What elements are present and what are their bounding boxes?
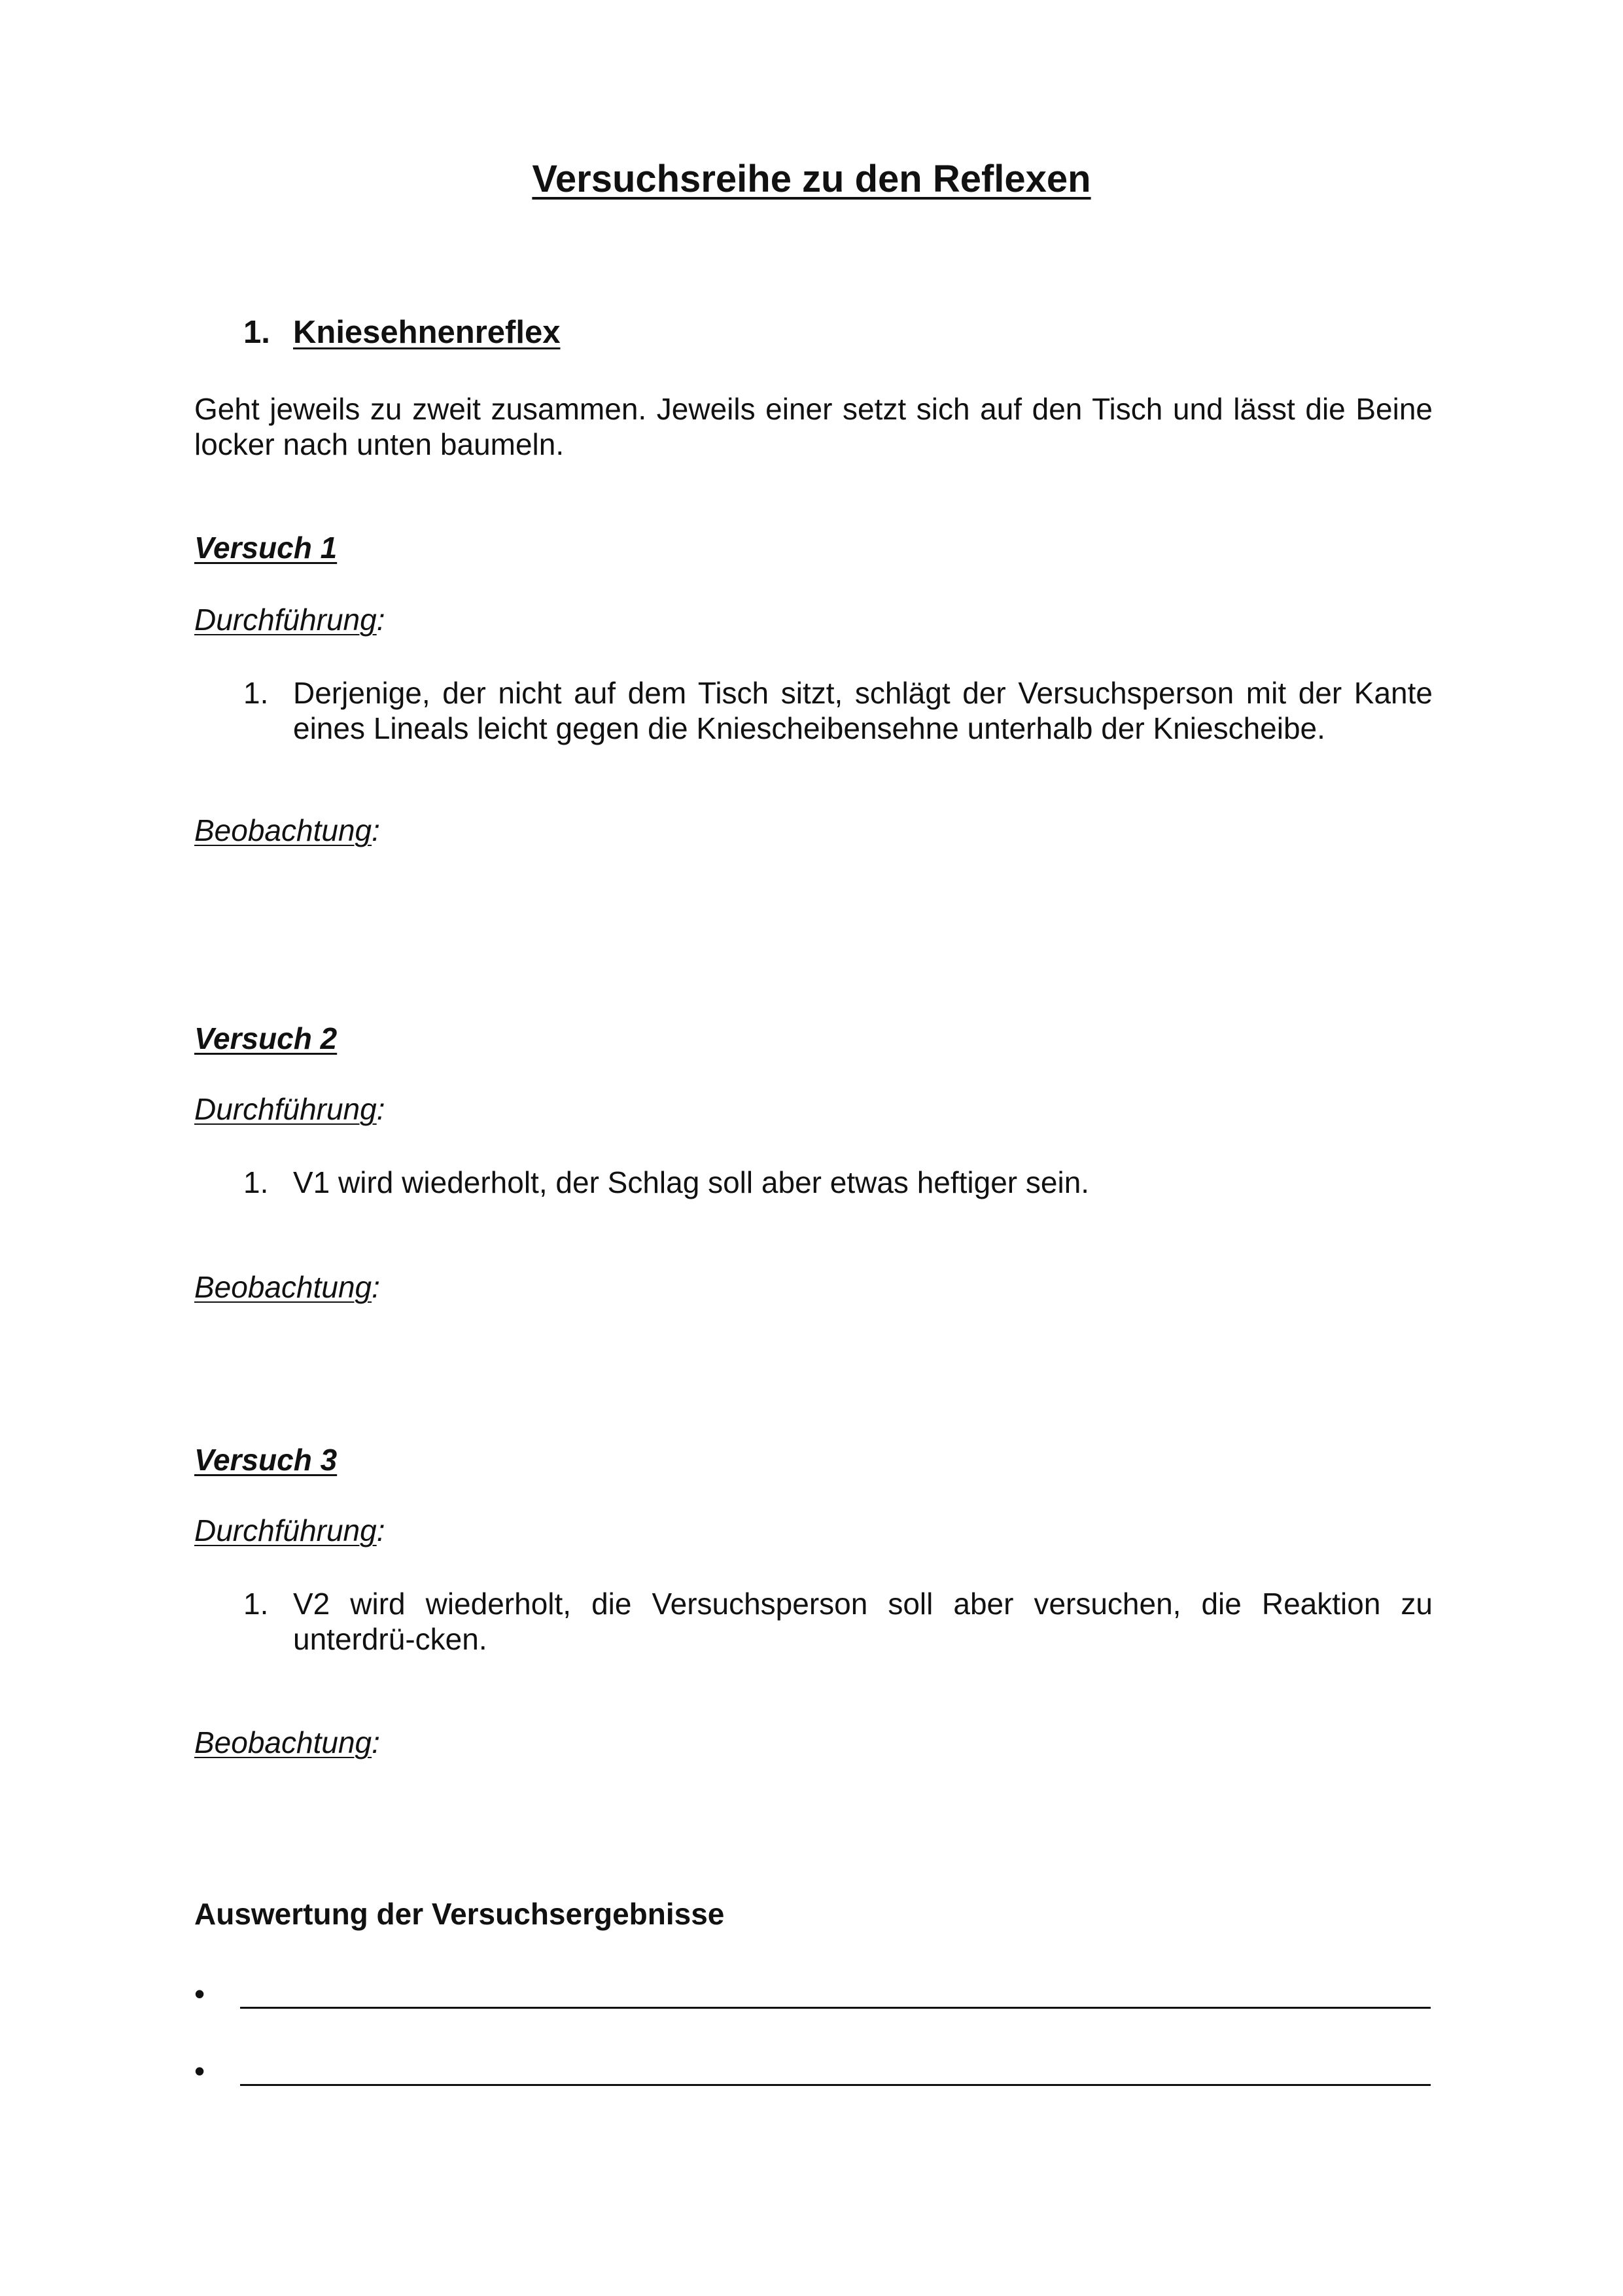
- observation-label-text: Beobachtung: [194, 1270, 372, 1304]
- label-colon: :: [376, 1092, 385, 1126]
- answer-blank-line[interactable]: [240, 1983, 1431, 2009]
- experiment-1-step: [243, 675, 1433, 746]
- bullet-icon: •: [194, 2054, 205, 2088]
- step-text: V2 wird wiederholt, die Versuchsperson soll aber versuchen, die Reaktion zu unterdrü-cken.: [293, 1587, 1433, 1656]
- step-text: Derjenige, der nicht auf dem Tisch sitzt, schlägt der Versuchsperson mit der Kante eines Lineals leicht gegen die Kniescheibensehne unterhalb der Kniescheibe.: [293, 676, 1433, 745]
- section-number: 1.: [243, 315, 270, 350]
- experiment-2-title: Versuch 2: [194, 1021, 338, 1055]
- experiment-2-observation-label: [194, 1269, 380, 1305]
- experiment-3-step: [243, 1586, 1433, 1657]
- step-number: 1.: [243, 1587, 269, 1621]
- label-colon: :: [372, 1725, 380, 1759]
- step-text: V1 wird wiederholt, der Schlag soll aber etwas heftiger sein.: [293, 1165, 1090, 1199]
- evaluation-answer-line-1[interactable]: [194, 1969, 1431, 2009]
- answer-blank-line[interactable]: [240, 2060, 1431, 2086]
- experiment-1-observation-label: [194, 813, 380, 848]
- procedure-label-text: Durchführung: [194, 603, 377, 637]
- experiment-1-procedure-label: [194, 602, 385, 637]
- label-colon: :: [376, 1513, 385, 1547]
- section-title: Kniesehnenreflex: [293, 315, 561, 350]
- step-number: 1.: [243, 1165, 269, 1199]
- evaluation-heading: Auswertung der Versuchsergebnisse: [194, 1897, 725, 1931]
- page-title: Versuchsreihe zu den Reflexen: [532, 158, 1091, 200]
- experiment-2-procedure-label: [194, 1091, 385, 1127]
- intro-paragraph: Geht jeweils zu zweit zusammen. Jeweils einer setzt sich auf den Tisch und lässt die Beine locker nach unten baumeln.: [194, 392, 1433, 461]
- label-colon: :: [372, 813, 380, 847]
- bullet-icon: •: [194, 1977, 205, 2011]
- label-colon: :: [372, 1270, 380, 1304]
- procedure-label-text: Durchführung: [194, 1513, 377, 1547]
- experiment-3-title: Versuch 3: [194, 1443, 338, 1477]
- experiment-3-observation-label: [194, 1725, 380, 1760]
- label-colon: :: [376, 603, 385, 637]
- experiment-3-procedure-label: [194, 1513, 385, 1548]
- observation-label-text: Beobachtung: [194, 813, 372, 847]
- section-heading: [243, 314, 561, 351]
- procedure-label-text: Durchführung: [194, 1092, 377, 1126]
- experiment-1-title: Versuch 1: [194, 531, 338, 565]
- observation-label-text: Beobachtung: [194, 1725, 372, 1759]
- experiment-2-step: [243, 1165, 1433, 1200]
- evaluation-answer-line-2[interactable]: [194, 2047, 1431, 2086]
- step-number: 1.: [243, 676, 269, 710]
